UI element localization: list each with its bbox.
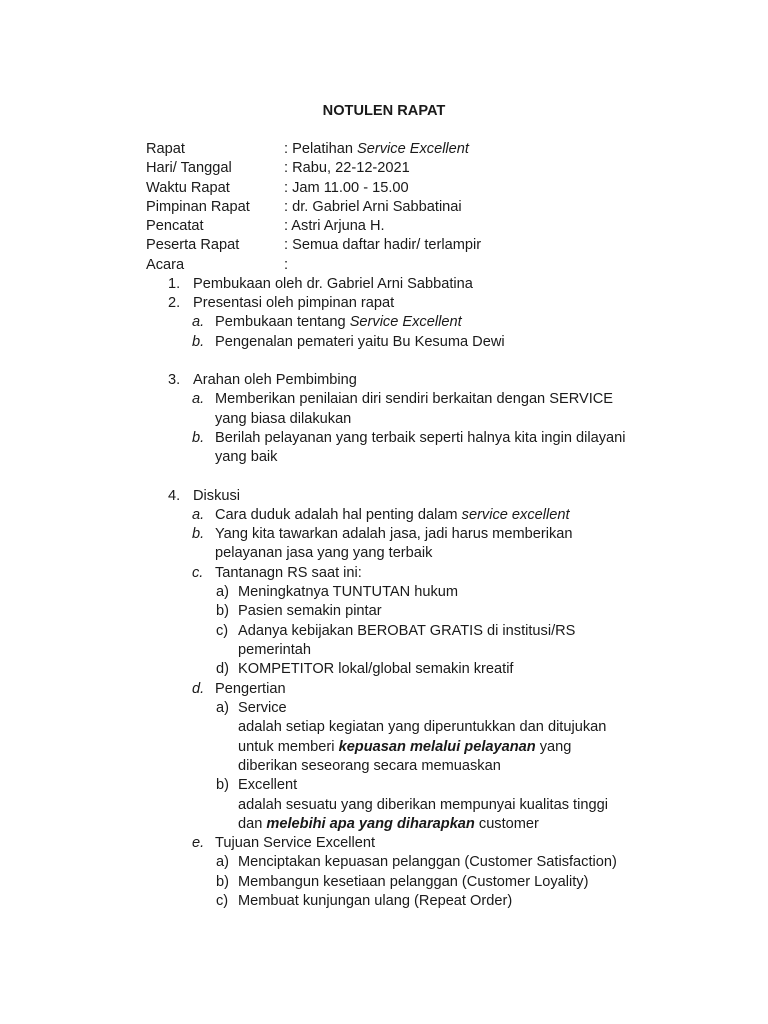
agenda-item-3a-line1: Memberikan penilaian diri sendiri berkaitan dengan SERVICE bbox=[215, 391, 614, 407]
agenda-item-3: Arahan oleh Pembimbing bbox=[193, 372, 357, 388]
agenda-item-4b-line2: pelayanan jasa yang yang terbaik bbox=[215, 545, 433, 561]
definition-term-excellent: Excellent bbox=[238, 777, 298, 793]
meta-label-waktu: Waktu Rapat bbox=[146, 180, 230, 196]
list-item: Meningkatnya TUNTUTAN hukum bbox=[238, 584, 459, 600]
meta-value-hari-tanggal: : Rabu, 22-12-2021 bbox=[284, 160, 410, 176]
definition-excellent-line1: adalah sesuatu yang diberikan mempunyai kualitas tinggi bbox=[238, 797, 608, 813]
definition-excellent-line2: dan melebihi apa yang diharapkan customer bbox=[238, 816, 539, 832]
definition-service-line2: untuk memberi kepuasan melalui pelayanan yang bbox=[238, 739, 572, 755]
agenda-item-2a: Pembukaan tentang Service Excellent bbox=[215, 314, 462, 330]
list-item: Membuat kunjungan ulang (Repeat Order) bbox=[238, 893, 513, 909]
list-marker: b) bbox=[216, 777, 229, 793]
list-marker: a. bbox=[192, 391, 205, 407]
agenda-item-2b: Pengenalan pemateri yaitu Bu Kesuma Dewi bbox=[215, 334, 505, 350]
definition-service-line3: diberikan seseorang secara memuaskan bbox=[238, 758, 501, 774]
meta-label-pencatat: Pencatat bbox=[146, 218, 204, 234]
meta-value-pimpinan: : dr. Gabriel Arni Sabbatinai bbox=[284, 199, 462, 215]
meta-label-peserta: Peserta Rapat bbox=[146, 237, 240, 253]
definition-term-service: Service bbox=[238, 700, 287, 716]
agenda-item-3a-line2: yang biasa dilakukan bbox=[215, 411, 352, 427]
list-number: 4. bbox=[168, 488, 181, 504]
list-item-continuation: pemerintah bbox=[238, 642, 312, 658]
list-marker: c. bbox=[192, 565, 204, 581]
meta-label-acara: Acara bbox=[146, 257, 185, 273]
definition-service-line1: adalah setiap kegiatan yang diperuntukkan dan ditujukan bbox=[238, 719, 607, 735]
meta-value-acara: : bbox=[284, 257, 289, 273]
list-marker: a. bbox=[192, 507, 205, 523]
meta-label-rapat: Rapat bbox=[146, 141, 185, 157]
list-marker: b. bbox=[192, 334, 205, 350]
list-marker: e. bbox=[192, 835, 205, 851]
meta-label-hari-tanggal: Hari/ Tanggal bbox=[146, 160, 232, 176]
list-marker: d. bbox=[192, 681, 205, 697]
agenda-item-2: Presentasi oleh pimpinan rapat bbox=[193, 295, 395, 311]
agenda-item-4b-line1: Yang kita tawarkan adalah jasa, jadi harus memberikan bbox=[215, 526, 573, 542]
list-number: 2. bbox=[168, 295, 181, 311]
list-item: KOMPETITOR lokal/global semakin kreatif bbox=[238, 661, 514, 677]
agenda-item-3b-line2: yang baik bbox=[215, 449, 278, 465]
meta-label-pimpinan: Pimpinan Rapat bbox=[146, 199, 250, 215]
list-item: Pasien semakin pintar bbox=[238, 603, 382, 619]
page-title: NOTULEN RAPAT bbox=[322, 103, 446, 119]
list-item: Menciptakan kepuasan pelanggan (Customer Satisfaction) bbox=[238, 854, 617, 870]
list-item: Membangun kesetiaan pelanggan (Customer Loyality) bbox=[238, 874, 589, 890]
agenda-item-4c: Tantanagn RS saat ini: bbox=[215, 565, 362, 581]
meta-value-peserta: : Semua daftar hadir/ terlampir bbox=[284, 237, 482, 253]
list-marker: d) bbox=[216, 661, 229, 677]
agenda-item-4d: Pengertian bbox=[215, 681, 286, 697]
agenda-item-4: Diskusi bbox=[193, 488, 241, 504]
list-marker: c) bbox=[216, 893, 229, 909]
meta-value-waktu: : Jam 11.00 - 15.00 bbox=[284, 180, 409, 196]
list-marker: b) bbox=[216, 603, 229, 619]
list-marker: a. bbox=[192, 314, 205, 330]
list-number: 1. bbox=[168, 276, 181, 292]
list-marker: a) bbox=[216, 854, 229, 870]
meta-value-pencatat: : Astri Arjuna H. bbox=[284, 218, 385, 234]
list-number: 3. bbox=[168, 372, 181, 388]
agenda-item-4e: Tujuan Service Excellent bbox=[215, 835, 376, 851]
list-marker: b. bbox=[192, 526, 205, 542]
agenda-item-3b-line1: Berilah pelayanan yang terbaik seperti halnya kita ingin dilayani bbox=[215, 430, 626, 446]
list-marker: a) bbox=[216, 584, 229, 600]
meta-value-rapat: : Pelatihan Service Excellent bbox=[284, 141, 469, 157]
list-item: Adanya kebijakan BEROBAT GRATIS di institusi/RS bbox=[238, 623, 576, 639]
list-marker: b) bbox=[216, 874, 229, 890]
list-marker: c) bbox=[216, 623, 229, 639]
agenda-item-4a: Cara duduk adalah hal penting dalam service excellent bbox=[215, 507, 570, 523]
list-marker: b. bbox=[192, 430, 205, 446]
list-marker: a) bbox=[216, 700, 229, 716]
agenda-item-1: Pembukaan oleh dr. Gabriel Arni Sabbatina bbox=[193, 276, 473, 292]
